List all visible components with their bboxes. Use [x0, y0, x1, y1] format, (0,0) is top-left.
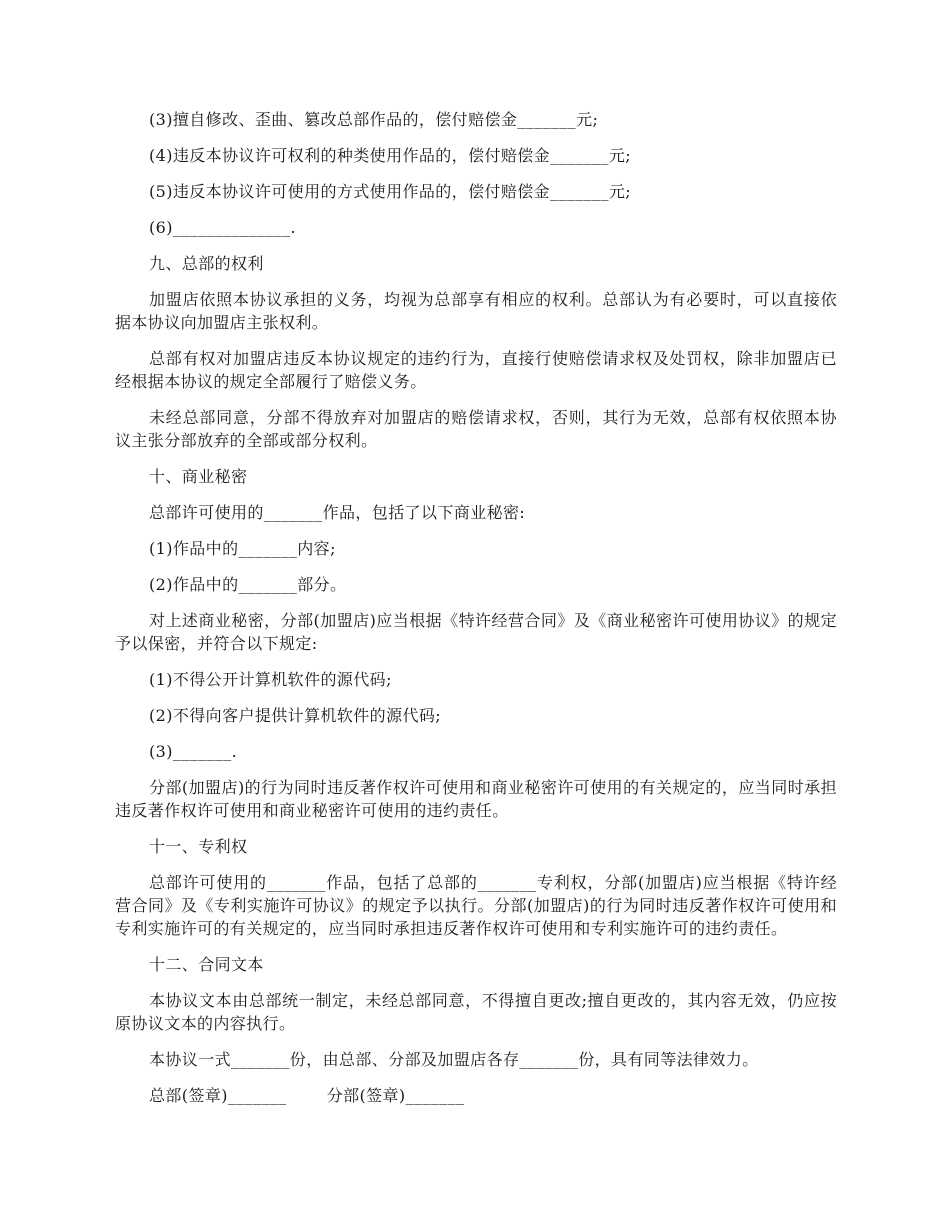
trade-secrets-liability: 分部(加盟店)的行为同时违反著作权许可使用和商业秘密许可使用的有关规定的，应当同时承担违反著作权许可使用和商业秘密许可使用的违约责任。	[115, 778, 837, 820]
document-page	[115, 108, 837, 1107]
trade-secrets-rule-1: (1)不得公开计算机软件的源代码;	[149, 670, 392, 689]
clause-3-tamper: (3)擅自修改、歪曲、篡改总部作品的，偿付赔偿金_______元;	[149, 110, 599, 129]
section-heading-patent: 十一、专利权	[149, 837, 248, 856]
section-heading-contract-text: 十二、合同文本	[149, 955, 264, 974]
patent-paragraph: 总部许可使用的_______作品，包括了总部的_______专利权，分部(加盟店)应当根据《特许经营合同》及《专利实施许可协议》的规定予以执行。分部(加盟店)的行为同时违反著作权许可使用和专利实施许可的有关规定的，应当同时承担违反著作权许可使用和专利实施许可的违约责任。	[115, 873, 837, 938]
signature-line	[115, 1084, 837, 1107]
section-heading-trade-secrets: 十、商业秘密	[149, 467, 248, 486]
clause-4-rights-type: (4)违反本协议许可权利的种类使用作品的，偿付赔偿金_______元;	[149, 146, 632, 165]
trade-secrets-confidentiality: 对上述商业秘密，分部(加盟店)应当根据《特许经营合同》及《商业秘密许可使用协议》的规定予以保密，并符合以下规定:	[115, 611, 837, 653]
trade-secrets-rule-3: (3)_______.	[149, 742, 238, 761]
hq-rights-paragraph-2: 总部有权对加盟店违反本协议规定的违约行为，直接行使赔偿请求权及处罚权，除非加盟店已经根据本协议的规定全部履行了赔偿义务。	[115, 349, 837, 391]
trade-secrets-rule-2: (2)不得向客户提供计算机软件的源代码;	[149, 706, 442, 725]
contract-text-paragraph-2: 本协议一式_______份，由总部、分部及加盟店各存_______份，具有同等法律效力。	[149, 1050, 759, 1069]
section-heading-hq-rights: 九、总部的权利	[149, 254, 264, 273]
trade-secrets-item-1: (1)作品中的_______内容;	[149, 539, 336, 558]
hq-rights-paragraph-3: 未经总部同意，分部不得放弃对加盟店的赔偿请求权，否则，其行为无效，总部有权依照本协议主张分部放弃的全部或部分权利。	[115, 408, 837, 450]
signature-hq: 总部(签章)_______	[149, 1086, 287, 1105]
clause-5-usage-method: (5)违反本协议许可使用的方式使用作品的，偿付赔偿金_______元;	[149, 182, 632, 201]
contract-text-paragraph-1: 本协议文本由总部统一制定，未经总部同意，不得擅自更改;擅自更改的，其内容无效，仍应按原协议文本的内容执行。	[115, 991, 837, 1033]
clause-6-blank: (6)______________.	[149, 218, 296, 237]
trade-secrets-item-2: (2)作品中的_______部分。	[149, 575, 347, 594]
signature-branch: 分部(签章)_______	[326, 1086, 465, 1105]
hq-rights-paragraph-1: 加盟店依照本协议承担的义务，均视为总部享有相应的权利。总部认为有必要时，可以直接依据本协议向加盟店主张权利。	[115, 290, 837, 332]
trade-secrets-intro: 总部许可使用的_______作品，包括了以下商业秘密:	[149, 503, 526, 522]
